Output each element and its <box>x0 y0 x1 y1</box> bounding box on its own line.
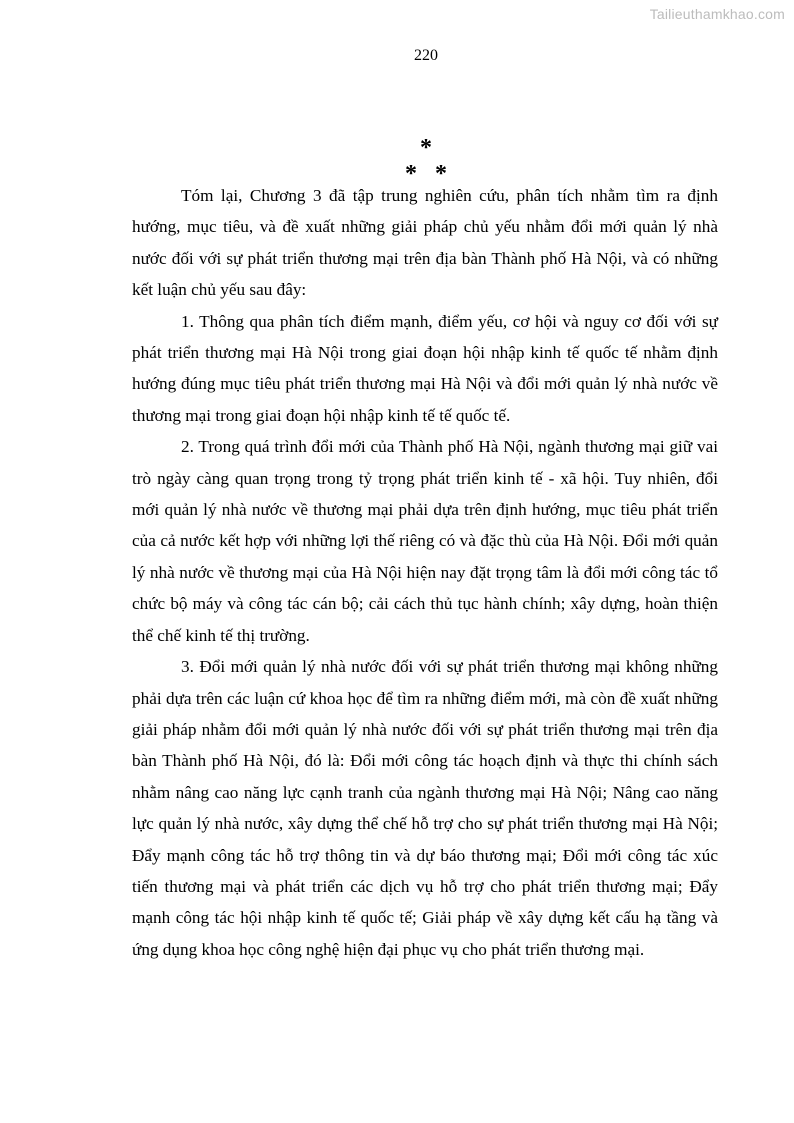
watermark: Tailieuthamkhao.com <box>649 6 785 22</box>
paragraph-conclusion-3: 3. Đổi mới quản lý nhà nước đối với sự phát triển thương mại không những phải dựa trên các luận cứ khoa học để tìm ra những điểm mới, mà còn đề xuất những giải pháp nhằm đổi mới quản lý nhà nước đối với sự phát triển thương mại trên địa bàn Thành phố Hà Nội, đó là: Đổi mới công tác hoạch định và thực thi chính sách nhằm nâng cao năng lực cạnh tranh của ngành thương mại Hà Nội; Nâng cao năng lực quản lý nhà nước, xây dựng thể chế hỗ trợ cho sự phát triển thương mại Hà Nội; Đẩy mạnh công tác hỗ trợ thông tin và dự báo thương mại; Đổi mới công tác xúc tiến thương mại và phát triển các dịch vụ hỗ trợ cho phát triển thương mại; Đẩy mạnh công tác hội nhập kinh tế quốc tế; Giải pháp về xây dựng kết cấu hạ tầng và ứng dụng khoa học công nghệ hiện đại phục vụ cho phát triển thương mại. <box>132 657 718 959</box>
body-text <box>132 180 718 965</box>
paragraph-conclusion-2: 2. Trong quá trình đổi mới của Thành phố Hà Nội, ngành thương mại giữ vai trò ngày càng quan trọng trong tỷ trọng phát triển kinh tế - xã hội. Tuy nhiên, đổi mới quản lý nhà nước về thương mại phải dựa trên định hướng, mục tiêu phát triển của cả nước kết hợp với những lợi thế riêng có và đặc thù của Hà Nội. Đổi mới quản lý nhà nước về thương mại của Hà Nội hiện nay đặt trọng tâm là đổi mới công tác tổ chức bộ máy và công tác cán bộ; cải cách thủ tục hành chính; xây dựng, hoàn thiện thể chế kinh tế thị trường. <box>132 437 718 645</box>
section-separator-top: * <box>420 135 432 161</box>
paragraph-summary: Tóm lại, Chương 3 đã tập trung nghiên cứu, phân tích nhằm tìm ra định hướng, mục tiêu, và đề xuất những giải pháp chủ yếu nhằm đổi mới quản lý nhà nước đối với sự phát triển thương mại trên địa bàn Thành phố Hà Nội, và có những kết luận chủ yếu sau đây: <box>132 186 718 300</box>
paragraph-conclusion-1: 1. Thông qua phân tích điểm mạnh, điểm yếu, cơ hội và nguy cơ đối với sự phát triển thương mại Hà Nội trong giai đoạn hội nhập kinh tế quốc tế nhằm định hướng đúng mục tiêu phát triển thương mại Hà Nội và đổi mới quản lý nhà nước về thương mại trong giai đoạn hội nhập kinh tế tế quốc tế. <box>132 311 718 425</box>
section-separator-bottom: * * <box>405 161 447 187</box>
page-number: 220 <box>414 47 438 64</box>
